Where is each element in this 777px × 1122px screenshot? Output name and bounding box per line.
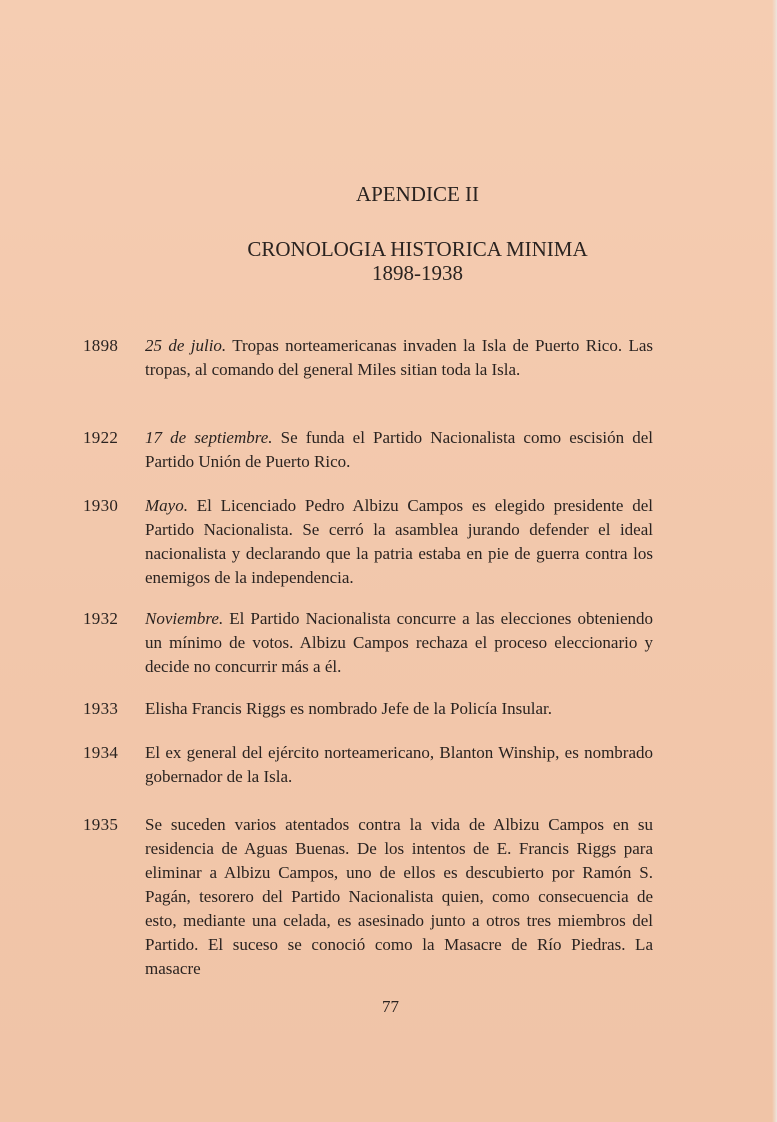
appendix-heading: APENDICE II	[355, 182, 480, 206]
chronology-year-range: 1898-1938	[372, 261, 463, 285]
entry-text	[145, 334, 653, 382]
entry-year: 1898	[83, 336, 119, 355]
page-number	[0, 996, 777, 1018]
entry-date: 17 de septiembre.	[145, 428, 273, 447]
entry-body: Se funda el Partido Nacionalista como escisión del Partido Unión de Puerto Rico.	[145, 428, 653, 471]
entry-date: Mayo.	[145, 496, 188, 515]
entry-text	[145, 494, 653, 590]
entry-text	[145, 697, 653, 721]
entry-year: 1922	[83, 428, 119, 447]
entry-body: El Partido Nacionalista concurre a las elecciones obteniendo un mínimo de votos. Albizu Campos rechaza el proceso eleccionario y decide no concurrir más a él.	[145, 609, 653, 676]
entry-text	[145, 813, 653, 981]
entry-text	[145, 426, 653, 474]
entry-date: Noviembre.	[145, 609, 224, 628]
entry-year: 1932	[83, 609, 119, 628]
entry-year: 1933	[83, 699, 119, 718]
entry-body: Elisha Francis Riggs es nombrado Jefe de la Policía Insular.	[145, 699, 552, 718]
entry-year: 1934	[83, 743, 119, 762]
entry-body: El Licenciado Pedro Albizu Campos es elegido presidente del Partido Nacionalista. Se cerró la asamblea jurando defender el ideal nacionalista y declarando que la patria estaba en pie de guerra contra los enemigos de la independencia.	[145, 496, 653, 587]
entry-year: 1930	[83, 496, 119, 515]
entry-year: 1935	[83, 815, 119, 834]
page-number-value: 77	[382, 997, 399, 1016]
entry-body: Se suceden varios atentados contra la vida de Albizu Campos en su residencia de Aguas Buenas. De los intentos de E. Francis Riggs para eliminar a Albizu Campos, uno de ellos es descubierto por Ramón S. Pagán, tesorero del Partido Nacionalista quien, como consecuencia de esto, mediante una celada, es asesinado junto a otros tres miembros del Partido. El suceso se conoció como la Masacre de Río Piedras. La masacre	[145, 815, 653, 978]
entry-text	[145, 607, 653, 679]
entry-body: El ex general del ejército norteamericano, Blanton Winship, es nombrado gobernador de la Isla.	[145, 743, 653, 786]
entry-body: Tropas norteamericanas invaden la Isla de Puerto Rico. Las tropas, al comando del general Miles sitian toda la Isla.	[145, 336, 653, 379]
chronology-title: CRONOLOGIA HISTORICA MINIMA	[247, 237, 588, 261]
entry-text	[145, 741, 653, 789]
entry-date: 25 de julio.	[145, 336, 227, 355]
